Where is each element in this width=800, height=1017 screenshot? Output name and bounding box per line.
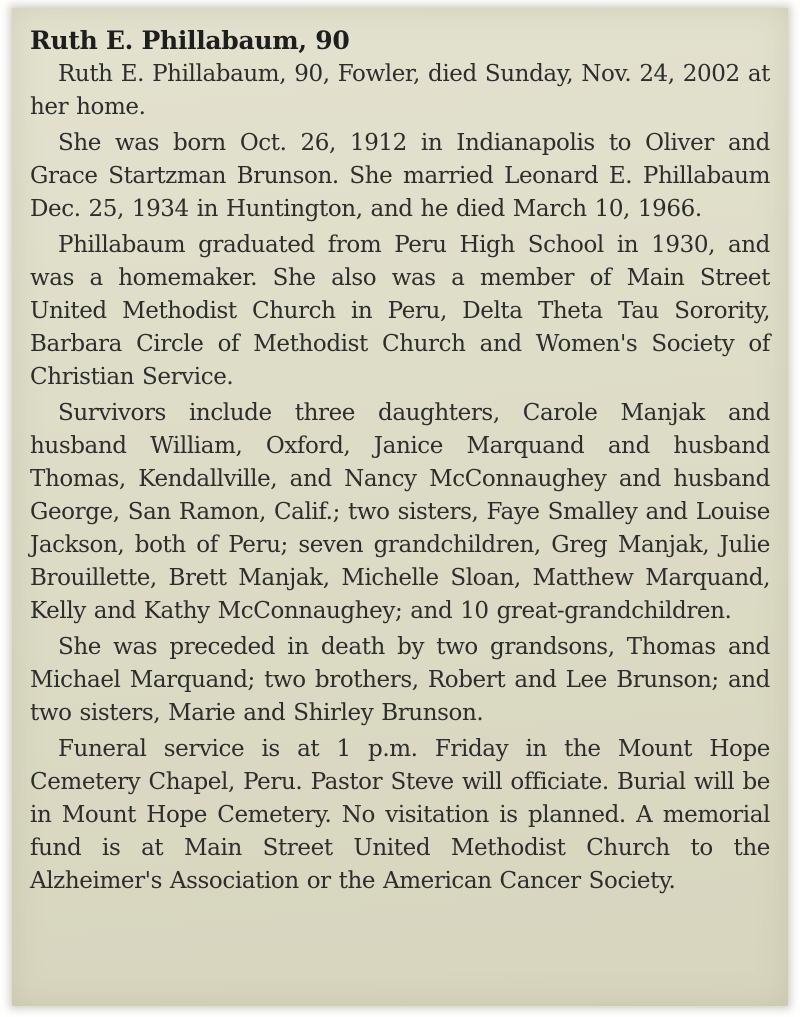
obituary-headline: Ruth E. Phillabaum, 90 xyxy=(30,26,350,55)
paragraph-survivors: Survivors include three daughters, Carole Manjak and husband William, Oxford, Janice Marquand and husband Thomas, Kendallville, and Nancy McConnaughey and husband George, San Ramon, Calif.; two sisters, Faye Smalley and Louise Jackson, both of Peru; seven grandchildren, Greg Manjak, Julie Brouillette, Brett Manjak, Michelle Sloan, Matthew Marquand, Kelly and Kathy McConnaughey; and 10 great-grandchildren. xyxy=(30,400,770,624)
paragraph-funeral-service: Funeral service is at 1 p.m. Friday in the Mount Hope Cemetery Chapel, Peru. Pastor Steve will officiate. Burial will be in Mount Hope Cemetery. No visitation is planned. A memorial fund is at Main Street United Methodist Church to the Alzheimer's Association or the American Cancer Society. xyxy=(30,736,770,894)
paragraph-preceded-in-death: She was preceded in death by two grandsons, Thomas and Michael Marquand; two brothers, Robert and Lee Brunson; and two sisters, Marie and Shirley Brunson. xyxy=(30,634,770,726)
paragraph-death-notice: Ruth E. Phillabaum, 90, Fowler, died Sunday, Nov. 24, 2002 at her home. xyxy=(30,61,770,120)
paragraph-birth-marriage: She was born Oct. 26, 1912 in Indianapolis to Oliver and Grace Startzman Brunson. She married Leonard E. Phillabaum Dec. 25, 1934 in Huntington, and he died March 10, 1966. xyxy=(30,130,770,222)
paragraph-education-membership: Phillabaum graduated from Peru High School in 1930, and was a homemaker. She also was a member of Main Street United Methodist Church in Peru, Delta Theta Tau Sorority, Barbara Circle of Methodist Church and Women's Society of Christian Service. xyxy=(30,232,770,390)
newspaper-clipping xyxy=(12,8,788,1006)
